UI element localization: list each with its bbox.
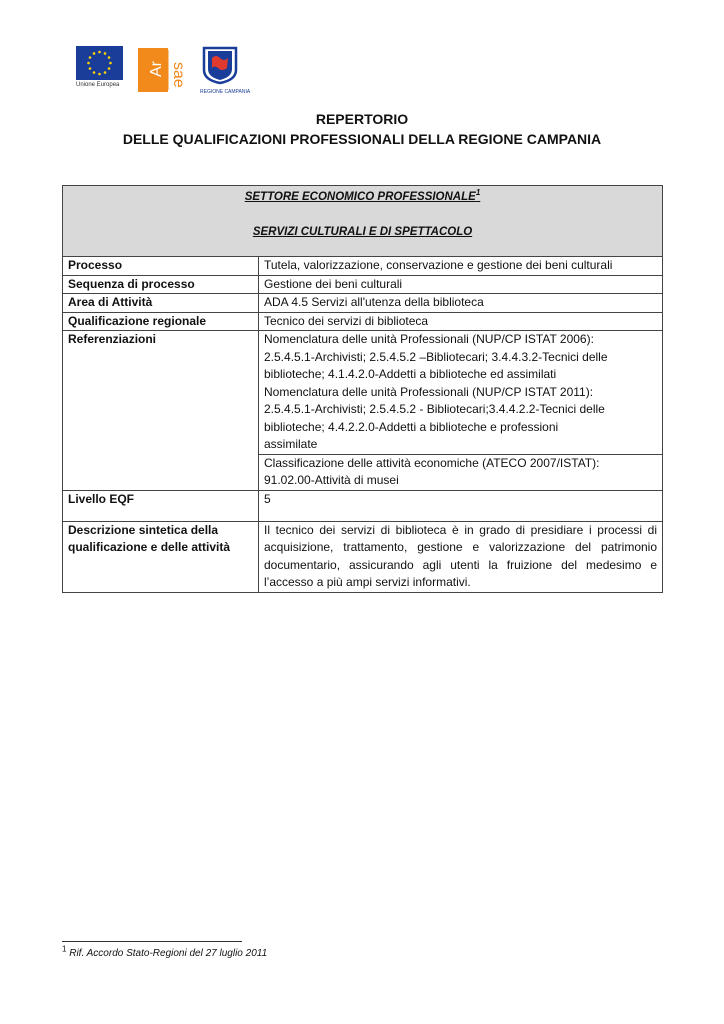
eu-star-icon xyxy=(108,67,111,70)
nup-line: biblioteche; 4.1.4.2.0-Addetti a biblioteche ed assimilati xyxy=(264,367,557,381)
row-label-processo: Processo xyxy=(63,257,259,276)
nup-line: Nomenclatura delle unità Professionali (NUP/CP ISTAT 2011): xyxy=(264,384,594,399)
sector-title-text: SETTORE ECONOMICO PROFESSIONALE xyxy=(244,191,476,203)
eu-logo xyxy=(76,46,124,90)
table-row xyxy=(63,521,663,592)
row-label-descrizione xyxy=(63,521,259,592)
row-value-qualificazione: Tecnico dei servizi di biblioteca xyxy=(259,312,663,331)
footnote-text: Rif. Accordo Stato-Regioni del 27 luglio 2011 xyxy=(69,948,268,959)
qualification-table xyxy=(62,185,663,593)
ateco-line: 91.02.00-Attività di musei xyxy=(264,473,399,487)
row-value-livello: 5 xyxy=(259,490,663,521)
nup-line: 2.5.4.5.1-Archivisti; 2.5.4.5.2 - Bibliotecari;3.4.4.2.2-Tecnici delle xyxy=(264,402,605,416)
sector-header-row xyxy=(63,186,663,257)
eu-star-icon xyxy=(108,56,111,59)
table-row xyxy=(63,294,663,313)
sector-title xyxy=(68,189,657,207)
descrizione-label-line: Descrizione sintetica della xyxy=(68,522,219,537)
footnote-number: 1 xyxy=(62,944,67,954)
nup-line: Nomenclatura delle unità Professionali (NUP/CP ISTAT 2006): xyxy=(264,332,594,346)
eu-star-icon xyxy=(93,71,96,74)
row-label-qualificazione: Qualificazione regionale xyxy=(63,312,259,331)
svg-text:sae: sae xyxy=(170,62,187,88)
row-value-descrizione: Il tecnico dei servizi di biblioteca è in grado di presidiare i processi di acquisizione, trattamento, gestione e valorizzazione del patrimonio documentario, assicurando agli utenti la fruizione del medesimo e l’accesso a più ampi servizi informativi. xyxy=(259,521,663,592)
eu-star-icon xyxy=(89,67,92,70)
eu-star-icon xyxy=(104,71,107,74)
sector-name: SERVIZI CULTURALI E DI SPETTACOLO xyxy=(252,225,473,238)
eu-star-icon xyxy=(98,51,101,54)
ateco-line: Classificazione delle attività economiche (ATECO 2007/ISTAT): xyxy=(264,455,600,470)
nup-line: 2.5.4.5.1-Archivisti; 2.5.4.5.2 –Bibliotecari; 3.4.4.3.2-Tecnici delle xyxy=(264,349,608,364)
eu-star-icon xyxy=(104,52,107,55)
eu-star-icon xyxy=(93,52,96,55)
row-label-referenziazioni: Referenziazioni xyxy=(63,331,259,491)
regione-campania-logo xyxy=(200,46,251,95)
nup-line: assimilate xyxy=(264,437,318,451)
eu-star-icon xyxy=(89,56,92,59)
row-value-nup xyxy=(259,331,663,455)
eu-star-icon xyxy=(109,62,112,65)
row-value-sequenza: Gestione dei beni culturali xyxy=(259,275,663,294)
row-value-ateco xyxy=(259,454,663,490)
footnote-ref: 1 xyxy=(475,188,481,198)
table-row xyxy=(63,312,663,331)
row-label-livello: Livello EQF xyxy=(63,490,259,521)
row-value-area: ADA 4.5 Servizi all'utenza della biblioteca xyxy=(259,294,663,313)
eu-flag-icon xyxy=(76,46,123,80)
footnote-divider xyxy=(62,941,242,942)
footnote xyxy=(62,944,268,959)
table-row xyxy=(63,257,663,276)
row-label-area: Area di Attività xyxy=(63,294,259,313)
eu-caption: Unione Europea xyxy=(76,82,120,88)
nup-line: biblioteche; 4.4.2.2.0-Addetti a biblioteche e professioni xyxy=(264,419,559,434)
svg-text:Ar: Ar xyxy=(148,61,165,77)
sector-header-cell xyxy=(63,186,663,257)
eu-star-icon xyxy=(98,73,101,76)
descrizione-label-line: qualificazione e delle attività xyxy=(68,540,231,554)
eu-star-icon xyxy=(87,62,90,65)
row-label-sequenza: Sequenza di processo xyxy=(63,275,259,294)
table-row xyxy=(63,331,663,455)
table-row xyxy=(63,275,663,294)
arsae-logo xyxy=(136,48,187,92)
table-row xyxy=(63,490,663,521)
document-subtitle: DELLE QUALIFICAZIONI PROFESSIONALI DELLA REGIONE CAMPANIA xyxy=(122,131,602,147)
document-title: REPERTORIO xyxy=(315,111,409,127)
regione-campania-caption: REGIONE CAMPANIA xyxy=(200,89,251,95)
row-value-processo: Tutela, valorizzazione, conservazione e gestione dei beni culturali xyxy=(259,257,663,276)
